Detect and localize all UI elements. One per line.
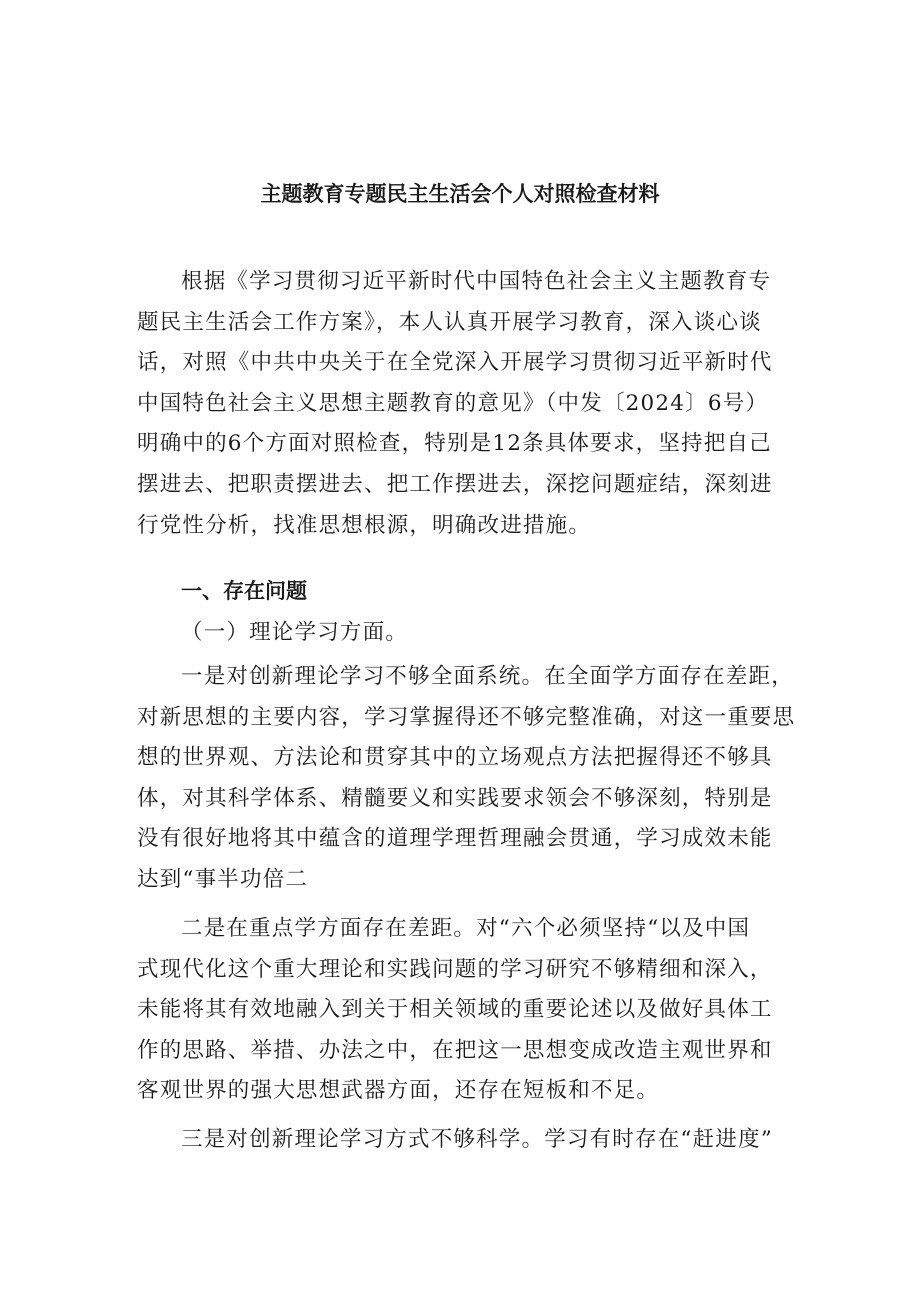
paragraph-line: 想的世界观、方法论和贯穿其中的立场观点方法把握得还不够具: [137, 745, 773, 771]
intro-line: 题民主生活会工作方案》，本人认真开展学习教育，深入谈心谈: [137, 309, 762, 335]
intro-line: 摆进去、把职责摆进去、把工作摆进去，深挖问题症结，深刻进: [137, 471, 773, 497]
paragraph-line: 未能将其有效地融入到关于相关领域的重要论述以及做好具体工: [137, 997, 773, 1023]
intro-line: 中国特色社会主义思想主题教育的意见》（中发〔2024〕6号）: [137, 390, 769, 416]
intro-line: 行党性分析，找准思想根源，明确改进措施。: [137, 512, 592, 538]
paragraph-line: 客观世界的强大思想武器方面，还存在短板和不足。: [137, 1078, 660, 1104]
paragraph-line: 对新思想的主要内容，学习掌握得还不够完整准确，对这一重要思: [137, 704, 796, 730]
document-title: 主题教育专题民主生活会个人对照检查材料: [260, 182, 660, 206]
intro-paragraph: [137, 262, 797, 546]
paragraph-line: 二是在重点学方面存在差距。对“六个必须坚持“以及中国: [181, 916, 751, 941]
paragraph-line: 没有很好地将其中蕴含的道理学理哲理融会贯通，学习成效未能: [137, 826, 773, 852]
paragraph-three: [137, 1120, 797, 1161]
intro-line: 明确中的6个方面对照检查，特别是12条具体要求，坚持把自己: [137, 431, 772, 457]
paragraph-line: 三是对创新理论学习方式不够科学。学习有时存在“赶进度”: [181, 1127, 773, 1152]
section-heading: 一、存在问题: [181, 579, 307, 603]
paragraph-line: 体，对其科学体系、精髓要义和实践要求领会不够深刻，特别是: [137, 785, 773, 811]
paragraph-two: [137, 909, 797, 1112]
intro-line: 话，对照《中共中央关于在全党深入开展学习贯彻习近平新时代: [137, 350, 773, 376]
intro-line: 根据《学习贯彻习近平新时代中国特色社会主义主题教育专: [181, 269, 772, 294]
paragraph-line: 作的思路、举措、办法之中，在把这一思想变成改造主观世界和: [137, 1037, 773, 1063]
paragraph-line: 式现代化这个重大理论和实践问题的学习研究不够精细和深入，: [137, 956, 773, 982]
sub-heading: （一）理论学习方面。: [181, 620, 409, 645]
paragraph-one: [137, 657, 797, 901]
paragraph-line: 一是对创新理论学习不够全面系统。在全面学方面存在差距，: [181, 664, 794, 689]
paragraph-line: 达到“事半功倍二: [137, 866, 309, 892]
